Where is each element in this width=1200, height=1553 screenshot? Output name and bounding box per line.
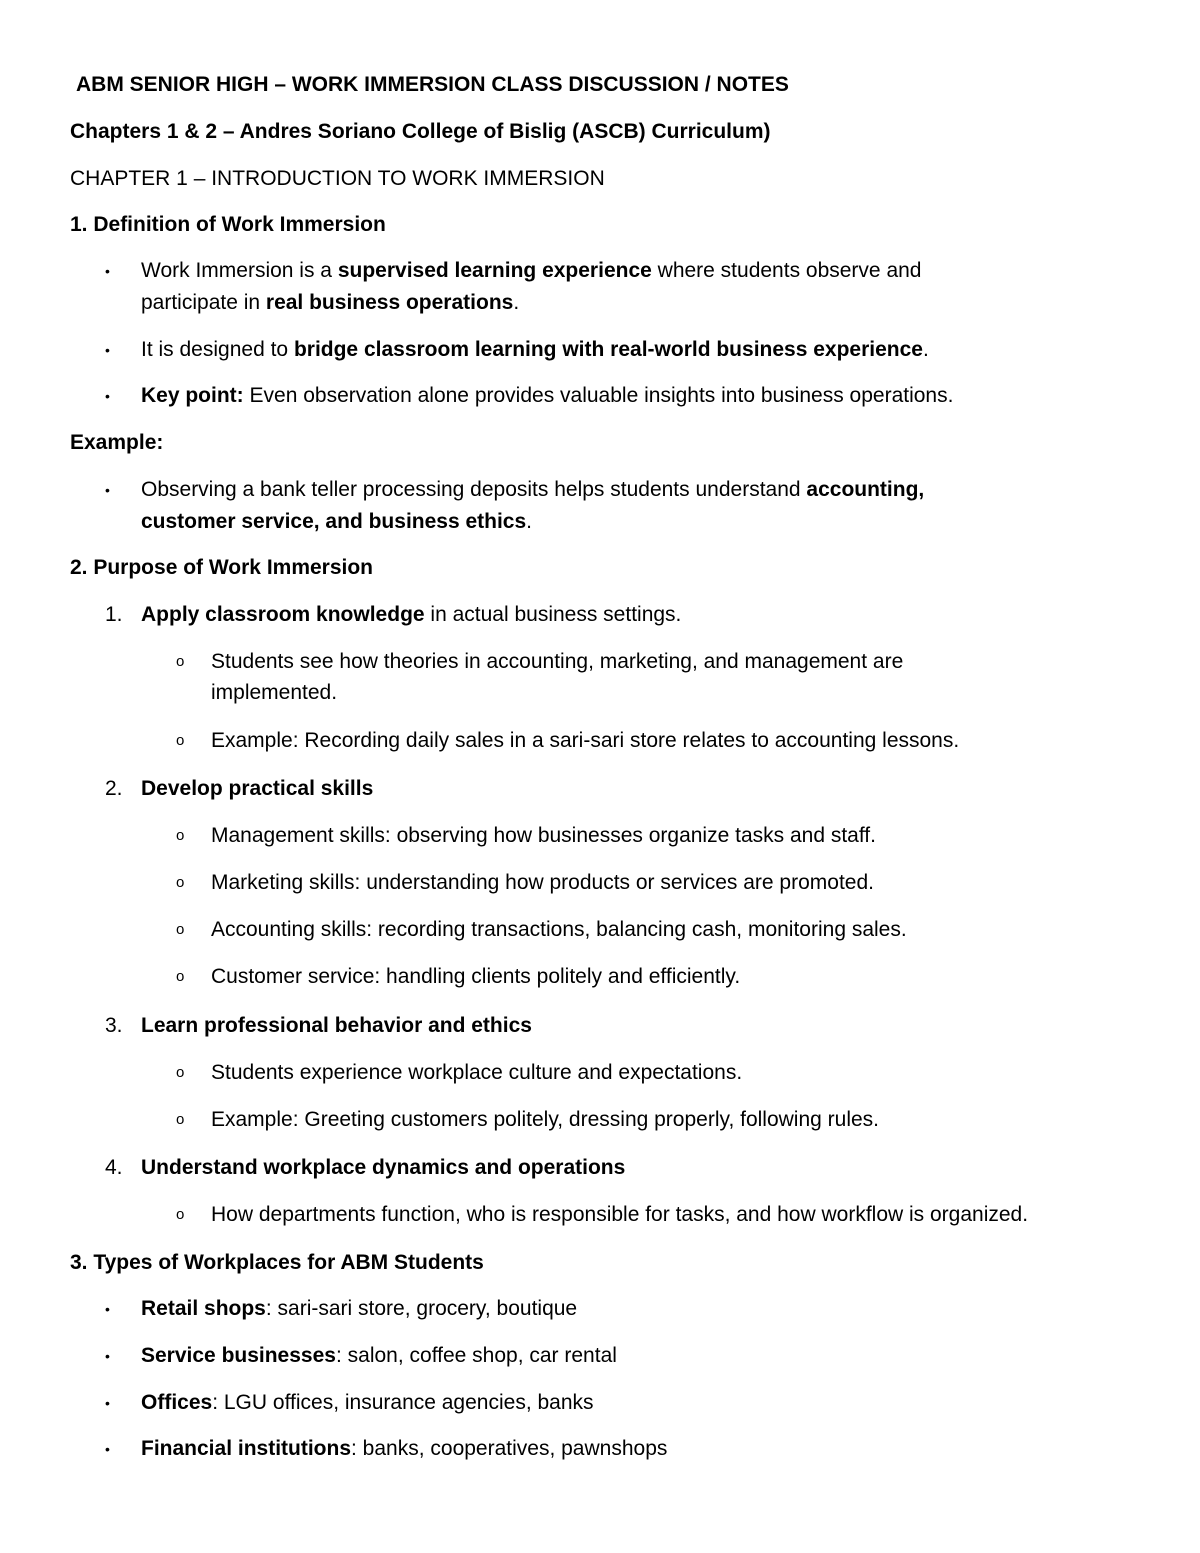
purpose-item-2-sub-4: Customer service: handling clients politely and efficiently. xyxy=(211,965,741,988)
purpose-item-1-sub-1: Students see how theories in accounting, marketing, and management are xyxy=(211,650,904,673)
sub-bullet-icon: o xyxy=(176,1111,185,1128)
sub-bullet-icon: o xyxy=(176,921,185,938)
purpose-item-4-sub-1: How departments function, who is responsible for tasks, and how workflow is organized. xyxy=(211,1203,1029,1226)
purpose-item-1-sub-2: Example: Recording daily sales in a sari-sari store relates to accounting lessons. xyxy=(211,729,960,752)
purpose-item-3-sub-2: Example: Greeting customers politely, dressing properly, following rules. xyxy=(211,1108,880,1131)
purpose-item-2: Develop practical skills xyxy=(141,777,374,800)
definition-bullet-1-line-2: participate in real business operations. xyxy=(141,291,520,314)
workplace-item-service: Service businesses: salon, coffee shop, car rental xyxy=(141,1344,617,1367)
purpose-item-1-sub-1-cont: implemented. xyxy=(211,681,338,704)
definition-bullet-2: It is designed to bridge classroom learning with real-world business experience. xyxy=(141,338,929,361)
list-number: 3. xyxy=(105,1014,123,1037)
purpose-item-2-sub-3: Accounting skills: recording transactions, balancing cash, monitoring sales. xyxy=(211,918,907,941)
bullet-icon: • xyxy=(105,1301,110,1317)
sub-bullet-icon: o xyxy=(176,827,185,844)
purpose-item-1: Apply classroom knowledge in actual business settings. xyxy=(141,603,682,626)
example-bullet-line-1: Observing a bank teller processing deposits helps students understand accounting, xyxy=(141,478,925,501)
sub-bullet-icon: o xyxy=(176,732,185,749)
bullet-icon: • xyxy=(105,1348,110,1364)
document-title: ABM SENIOR HIGH – WORK IMMERSION CLASS DISCUSSION / NOTES xyxy=(76,73,789,96)
purpose-item-2-sub-2: Marketing skills: understanding how products or services are promoted. xyxy=(211,871,874,894)
example-bullet-line-2: customer service, and business ethics. xyxy=(141,510,533,533)
workplace-item-financial: Financial institutions: banks, cooperatives, pawnshops xyxy=(141,1437,668,1460)
bullet-icon: • xyxy=(105,1395,110,1411)
bullet-icon: • xyxy=(105,482,110,498)
bullet-icon: • xyxy=(105,342,110,358)
purpose-item-3: Learn professional behavior and ethics xyxy=(141,1014,532,1037)
purpose-item-3-sub-1: Students experience workplace culture and expectations. xyxy=(211,1061,743,1084)
sub-bullet-icon: o xyxy=(176,653,185,670)
section-heading-definition: 1. Definition of Work Immersion xyxy=(70,213,386,236)
list-number: 1. xyxy=(105,603,123,626)
purpose-item-2-sub-1: Management skills: observing how businesses organize tasks and staff. xyxy=(211,824,876,847)
section-heading-workplaces: 3. Types of Workplaces for ABM Students xyxy=(70,1251,484,1274)
bullet-icon: • xyxy=(105,263,110,279)
document-subtitle: Chapters 1 & 2 – Andres Soriano College of Bislig (ASCB) Curriculum) xyxy=(70,120,771,143)
sub-bullet-icon: o xyxy=(176,1064,185,1081)
chapter-heading: CHAPTER 1 – INTRODUCTION TO WORK IMMERSION xyxy=(70,167,605,190)
list-number: 2. xyxy=(105,777,123,800)
sub-bullet-icon: o xyxy=(176,874,185,891)
bullet-icon: • xyxy=(105,1441,110,1457)
purpose-item-4: Understand workplace dynamics and operations xyxy=(141,1156,626,1179)
example-label: Example: xyxy=(70,431,164,454)
definition-bullet-3: Key point: Even observation alone provides valuable insights into business operations. xyxy=(141,384,954,407)
workplace-item-retail: Retail shops: sari-sari store, grocery, boutique xyxy=(141,1297,578,1320)
sub-bullet-icon: o xyxy=(176,1206,185,1223)
definition-bullet-1-line-1: Work Immersion is a supervised learning experience where students observe and xyxy=(141,259,922,282)
bullet-icon: • xyxy=(105,388,110,404)
sub-bullet-icon: o xyxy=(176,968,185,985)
workplace-item-offices: Offices: LGU offices, insurance agencies, banks xyxy=(141,1391,594,1414)
list-number: 4. xyxy=(105,1156,123,1179)
section-heading-purpose: 2. Purpose of Work Immersion xyxy=(70,556,374,579)
